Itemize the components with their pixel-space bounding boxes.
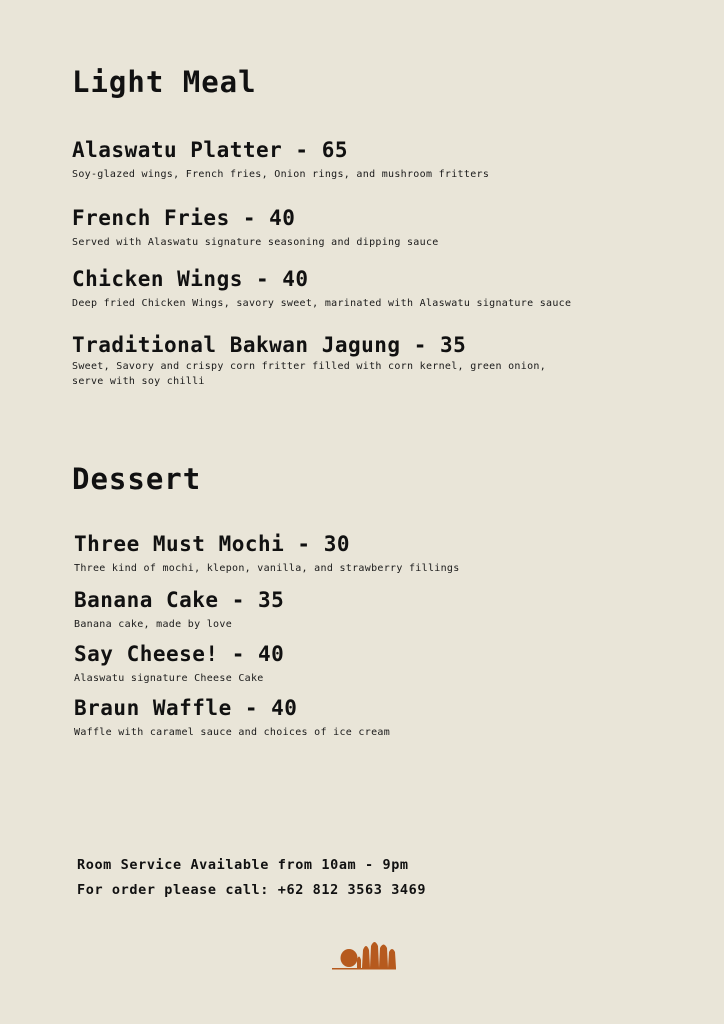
menu-item-alaswatu-platter — [72, 140, 592, 182]
item-name: Alaswatu Platter - 65 — [72, 138, 349, 162]
item-description: Banana cake, made by love — [74, 619, 233, 630]
menu-item-french-fries — [72, 208, 592, 250]
room-service-hours: Room Service Available from 10am - 9pm — [77, 857, 409, 873]
alaswatu-logo-icon — [330, 938, 398, 972]
order-phone-number: For order please call: +62 812 3563 3469 — [77, 882, 427, 898]
item-description: Alaswatu signature Cheese Cake — [74, 673, 264, 684]
item-description: Soy-glazed wings, French fries, Onion rings, and mushroom fritters — [72, 169, 490, 180]
light-meal-title: Light Meal — [72, 65, 257, 99]
menu-item-bakwan-jagung — [72, 335, 592, 389]
item-description: Sweet, Savory and crispy corn fritter filled with corn kernel, green onion, serve with soy chilli — [72, 361, 547, 387]
item-name: Traditional Bakwan Jagung - 35 — [72, 333, 467, 357]
item-description: Waffle with caramel sauce and choices of ice cream — [74, 727, 391, 738]
item-description: Served with Alaswatu signature seasoning and dipping sauce — [72, 237, 439, 248]
item-name: French Fries - 40 — [72, 206, 296, 230]
menu-item-braun-waffle — [74, 698, 594, 740]
item-name: Braun Waffle - 40 — [74, 696, 298, 720]
item-description: Three kind of mochi, klepon, vanilla, and strawberry fillings — [74, 563, 460, 574]
item-description: Deep fried Chicken Wings, savory sweet, marinated with Alaswatu signature sauce — [72, 298, 572, 309]
menu-item-chicken-wings — [72, 269, 592, 311]
menu-item-say-cheese — [74, 644, 594, 686]
dessert-title: Dessert — [72, 462, 202, 496]
menu-item-banana-cake — [74, 590, 594, 632]
menu-item-three-must-mochi — [74, 534, 594, 576]
item-name: Say Cheese! - 40 — [74, 642, 285, 666]
item-name: Banana Cake - 35 — [74, 588, 285, 612]
item-name: Three Must Mochi - 30 — [74, 532, 351, 556]
item-name: Chicken Wings - 40 — [72, 267, 309, 291]
